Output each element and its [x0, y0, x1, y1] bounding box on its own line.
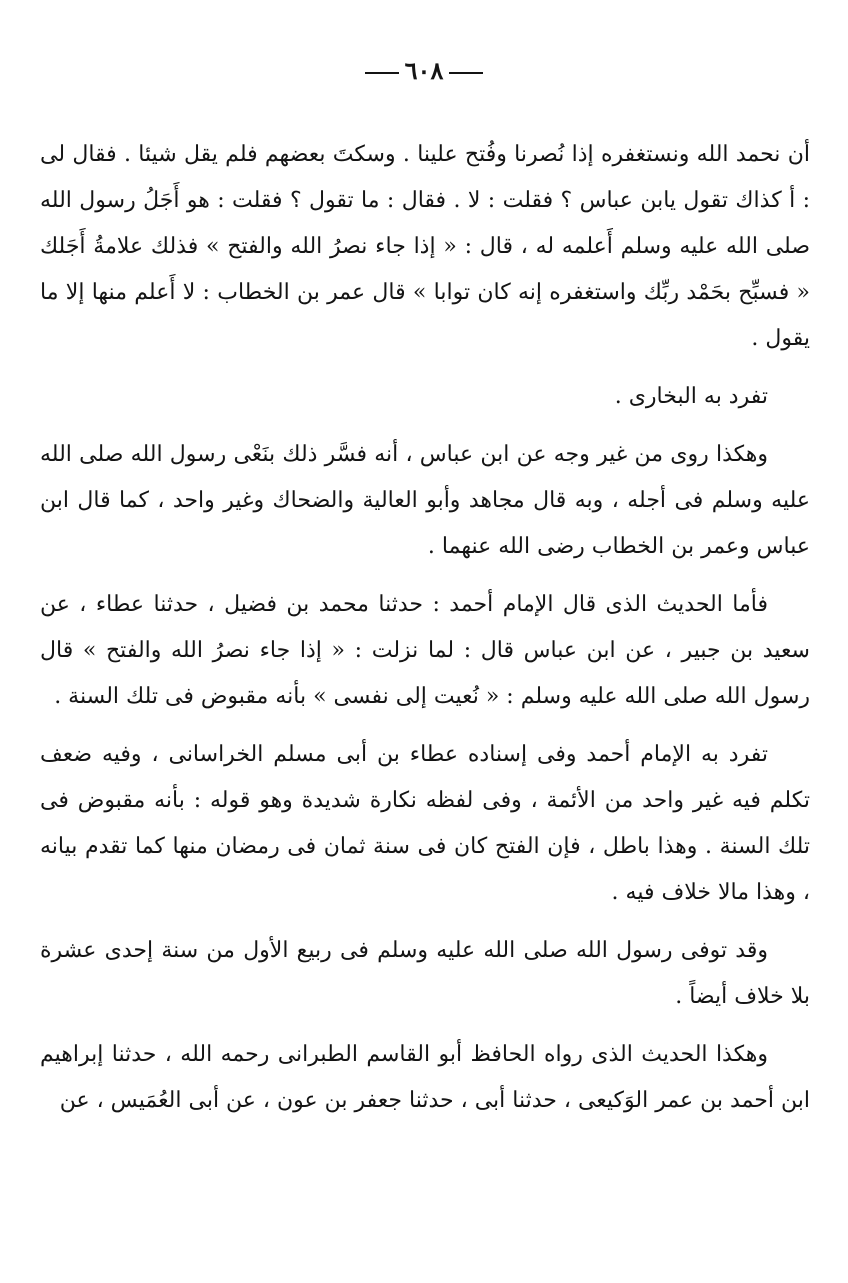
- paragraph-5: تفرد به الإمام أحمد وفى إسناده عطاء بن أبى مسلم الخراسانى ، وفيه ضعف تكلم فيه غير واحد من الأئمة ، وفى لفظه نكارة شديدة وهو قوله : بأنه مقبوض فى تلك السنة . وهذا باطل ، فإن الفتح كان فى سنة ثمان فى رمضان منها كما تقدم بيانه ، وهذا مالا خلاف فيه .: [40, 742, 810, 905]
- page-number: [0, 56, 848, 85]
- body-text: [40, 132, 810, 1136]
- paragraph-1: أن نحمد الله ونستغفره إذا نُصرنا وفُتح علينا . وسكتَ بعضهم فلم يقل شيئا . فقال لى : أ كذاك تقول يابن عباس ؟ فقلت : لا . فقال : ما تقول ؟ فقلت : هو أَجَلُ رسول الله صلى الله عليه وسلم أَعلمه له ، قال : « إذا جاء نصرُ الله والفتح » فذلك علامةُ أَجَلك « فسبِّح بحَمْد ربِّك واستغفره إنه كان توابا » قال عمر بن الخطاب : لا أَعلم منها إلا ما يقول .: [40, 142, 810, 351]
- page-number-value: ٦٠٨: [404, 56, 444, 85]
- paragraph-3: وهكذا روى من غير وجه عن ابن عباس ، أنه فسَّر ذلك بنَعْى رسول الله صلى الله عليه وسلم فى أجله ، وبه قال مجاهد وأبو العالية والضحاك وغير واحد ، كما قال ابن عباس وعمر بن الخطاب رضى الله عنهما .: [40, 442, 810, 559]
- page-number-dash-right: [449, 72, 483, 74]
- paragraph-4: فأما الحديث الذى قال الإمام أحمد : حدثنا محمد بن فضيل ، حدثنا عطاء ، عن سعيد بن جبير ، عن ابن عباس قال : لما نزلت : « إذا جاء نصرُ الله والفتح » قال رسول الله صلى الله عليه وسلم : « نُعيت إلى نفسى » بأنه مقبوض فى تلك السنة .: [40, 592, 810, 709]
- paragraph-7: وهكذا الحديث الذى رواه الحافظ أبو القاسم الطبرانى رحمه الله ، حدثنا إبراهيم ابن أحمد بن عمر الوَكيعى ، حدثنا أبى ، حدثنا جعفر بن عون ، عن أبى العُمَيس ، عن: [40, 1042, 810, 1113]
- paragraph-6: وقد توفى رسول الله صلى الله عليه وسلم فى ربيع الأول من سنة إحدى عشرة بلا خلاف أيضاً .: [40, 938, 810, 1009]
- paragraph-2: تفرد به البخارى .: [614, 384, 768, 409]
- page-number-dash-left: [365, 72, 399, 74]
